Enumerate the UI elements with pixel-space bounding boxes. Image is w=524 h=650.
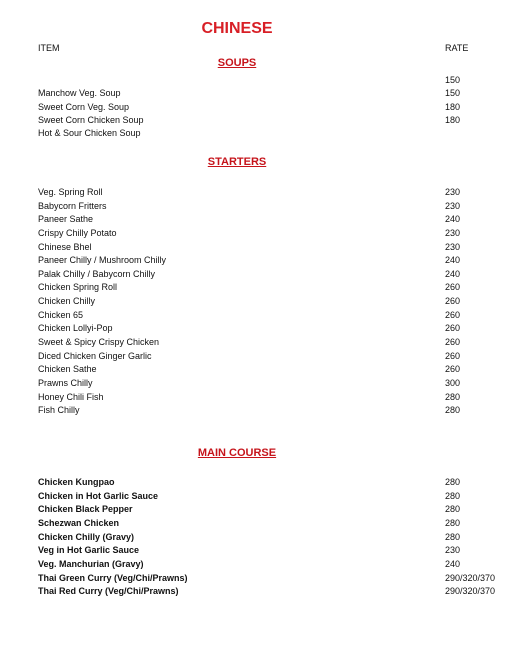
menu-item-name: Sweet Corn Chicken Soup xyxy=(38,115,144,125)
menu-item-name: Palak Chilly / Babycorn Chilly xyxy=(38,269,156,279)
menu-item-name: Fish Chilly xyxy=(38,405,80,415)
section-title-soups: SOUPS xyxy=(217,57,257,69)
menu-item-price: 280 xyxy=(445,518,461,528)
menu-item-name: Manchow Veg. Soup xyxy=(38,88,121,98)
menu-item-name: Chicken Sathe xyxy=(38,364,97,374)
section-title-main-course: MAIN COURSE xyxy=(197,447,277,459)
section-title-starters: STARTERS xyxy=(207,156,267,168)
menu-item-price: 260 xyxy=(445,337,461,347)
menu-item-price: 260 xyxy=(445,364,461,374)
menu-item-price: 230 xyxy=(445,201,461,211)
menu-item-name: Sweet & Spicy Crispy Chicken xyxy=(38,337,160,347)
menu-item-price: 260 xyxy=(445,351,461,361)
menu-item-name: Veg. Spring Roll xyxy=(38,187,103,197)
menu-item-price: 240 xyxy=(445,269,461,279)
menu-item-name: Chicken Kungpao xyxy=(38,477,115,487)
menu-item-name: Paneer Chilly / Mushroom Chilly xyxy=(38,255,167,265)
menu-item-name: Honey Chili Fish xyxy=(38,392,104,402)
menu-item-name: Paneer Sathe xyxy=(38,214,94,224)
menu-item-price: 290/320/370 xyxy=(445,573,496,583)
menu-item-name: Hot & Sour Chicken Soup xyxy=(38,128,141,138)
menu-item-name: Chicken Lollyi-Pop xyxy=(38,323,113,333)
menu-item-name: Veg. Manchurian (Gravy) xyxy=(38,559,144,569)
menu-item-price: 150 xyxy=(445,88,461,98)
menu-item-name: Chinese Bhel xyxy=(38,242,92,252)
menu-item-price: 280 xyxy=(445,477,461,487)
menu-item-name: Chicken Chilly (Gravy) xyxy=(38,532,135,542)
menu-item-name: Prawns Chilly xyxy=(38,378,93,388)
item-column-header: ITEM xyxy=(38,43,60,53)
menu-item-name: Thai Green Curry (Veg/Chi/Prawns) xyxy=(38,573,188,583)
menu-item-price: 260 xyxy=(445,323,461,333)
menu-item-price: 300 xyxy=(445,378,461,388)
menu-item-price: 260 xyxy=(445,310,461,320)
menu-item-price: 280 xyxy=(445,405,461,415)
stray-price: 150 xyxy=(445,75,461,85)
menu-item-name: Chicken 65 xyxy=(38,310,84,320)
menu-item-price: 240 xyxy=(445,255,461,265)
menu-item-name: Babycorn Fritters xyxy=(38,201,107,211)
menu-item-price: 240 xyxy=(445,559,461,569)
menu-item-name: Diced Chicken Ginger Garlic xyxy=(38,351,152,361)
menu-item-price: 180 xyxy=(445,102,461,112)
menu-item-price: 280 xyxy=(445,491,461,501)
menu-item-price: 280 xyxy=(445,504,461,514)
menu-item-price: 230 xyxy=(445,228,461,238)
menu-item-price: 260 xyxy=(445,296,461,306)
menu-item-name: Schezwan Chicken xyxy=(38,518,120,528)
menu-item-price: 180 xyxy=(445,115,461,125)
menu-item-price: 280 xyxy=(445,532,461,542)
menu-item-name: Crispy Chilly Potato xyxy=(38,228,117,238)
menu-item-price: 280 xyxy=(445,392,461,402)
menu-item-price: 290/320/370 xyxy=(445,586,496,596)
menu-item-price: 260 xyxy=(445,282,461,292)
menu-item-price: 240 xyxy=(445,214,461,224)
menu-title: CHINESE xyxy=(201,20,273,37)
rate-column-header: RATE xyxy=(445,43,469,53)
menu-item-price: 230 xyxy=(445,242,461,252)
menu-item-name: Thai Red Curry (Veg/Chi/Prawns) xyxy=(38,586,179,596)
menu-item-name: Chicken Black Pepper xyxy=(38,504,133,514)
menu-item-name: Chicken Spring Roll xyxy=(38,282,118,292)
menu-item-name: Chicken in Hot Garlic Sauce xyxy=(38,491,159,501)
menu-item-price: 230 xyxy=(445,187,461,197)
menu-item-name: Chicken Chilly xyxy=(38,296,96,306)
menu-item-name: Sweet Corn Veg. Soup xyxy=(38,102,130,112)
menu-item-price: 230 xyxy=(445,545,461,555)
menu-item-name: Veg in Hot Garlic Sauce xyxy=(38,545,140,555)
